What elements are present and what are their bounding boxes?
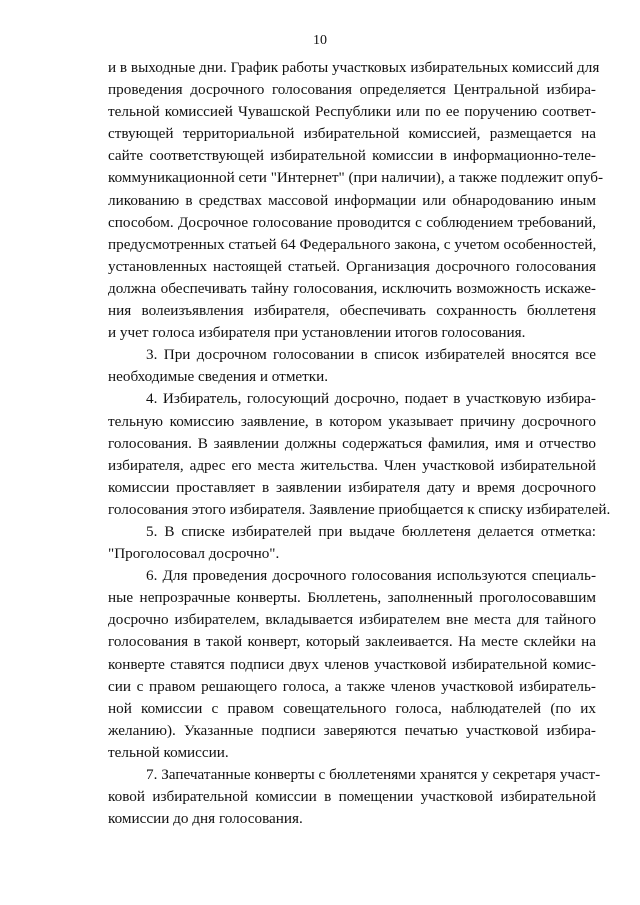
text-line: и учет голоса избирателя при установлении итогов голосования. [108,324,526,342]
text-line: проведения досрочного голосования определяется Центральной избира- [108,81,596,99]
text-line: и в выходные дни. График работы участковых избирательных комиссий для [108,59,600,76]
text-line: голосования в такой конверт, который заклеивается. На месте склейки на [108,633,596,651]
paragraph [108,57,604,344]
text-line: ликованию в средствах массовой информации или обнародованию иным [108,191,596,209]
text-line: конверте ставятся подписи двух членов участковой избирательной комис- [108,655,596,673]
text-line: 6. Для проведения досрочного голосования используются специаль- [146,567,596,585]
text-line: тельной комиссии. [108,743,229,761]
document-body [108,57,611,830]
text-line: 5. В списке избирателей при выдаче бюллетеня делается отметка: [146,522,596,540]
text-line: комиссии проставляет в заявлении избирателя дату и время досрочного [108,478,596,496]
text-line: ной комиссии с правом совещательного голоса, наблюдателей (по их [108,699,596,717]
paragraph [108,388,611,521]
text-line: ные непрозрачные конверты. Бюллетень, заполненный проголосовавшим [108,589,596,607]
text-line: избирателя, адрес его места жительства. Член участковой избирательной [108,456,596,474]
paragraph [108,565,596,764]
text-line: "Проголосовал досрочно". [108,545,280,563]
text-line: 3. При досрочном голосовании в список избирателей вносятся все [146,346,596,364]
text-line: предусмотренных статьей 64 Федерального закона, с учетом особенностей, [108,235,597,253]
text-line: ствующей территориальной избирательной комиссией, размещается на [108,125,596,143]
text-line: сайте соответствующей избирательной комиссии в информационно-теле- [108,147,596,165]
text-line: 4. Избиратель, голосующий досрочно, подает в участковую избира- [146,390,596,408]
text-line: комиссии до дня голосования. [108,810,303,828]
text-line: ния волеизъявления избирателя, обеспечивать сохранность бюллетеня [108,302,596,320]
text-line: 7. Запечатанные конверты с бюллетенями хранятся у секретаря участ- [146,766,601,783]
text-line: тельную комиссию заявление, в котором указывает причину досрочного [108,412,596,430]
paragraph [108,764,601,830]
text-line: способом. Досрочное голосование проводится с соблюдением требований, [108,213,596,231]
text-line: сии с правом решающего голоса, а также членов участковой избиратель- [108,677,596,695]
page-number: 10 [313,33,327,48]
text-line: установленных настоящей статьей. Организация досрочного голосования [108,257,596,275]
text-line: тельной комиссией Чувашской Республики или по ее поручению соответ- [108,103,596,121]
text-line: голосования. В заявлении должны содержаться фамилия, имя и отчество [108,434,596,452]
text-line: должна обеспечивать тайну голосования, исключить возможность искаже- [108,279,596,297]
text-line: голосования этого избирателя. Заявление приобщается к списку избирателей. [108,500,611,518]
text-line: досрочно избирателем, вкладывается избирателем вне места для тайного [108,611,596,629]
text-line: желанию). Указанные подписи заверяются печатью участковой избира- [108,721,596,739]
text-line: необходимые сведения и отметки. [108,368,329,386]
paragraph [108,521,596,565]
text-line: коммуникационной сети "Интернет" (при наличии), а также подлежит опуб- [108,169,604,187]
text-line: ковой избирательной комиссии в помещении участковой избирательной [108,788,596,806]
paragraph [108,344,596,388]
